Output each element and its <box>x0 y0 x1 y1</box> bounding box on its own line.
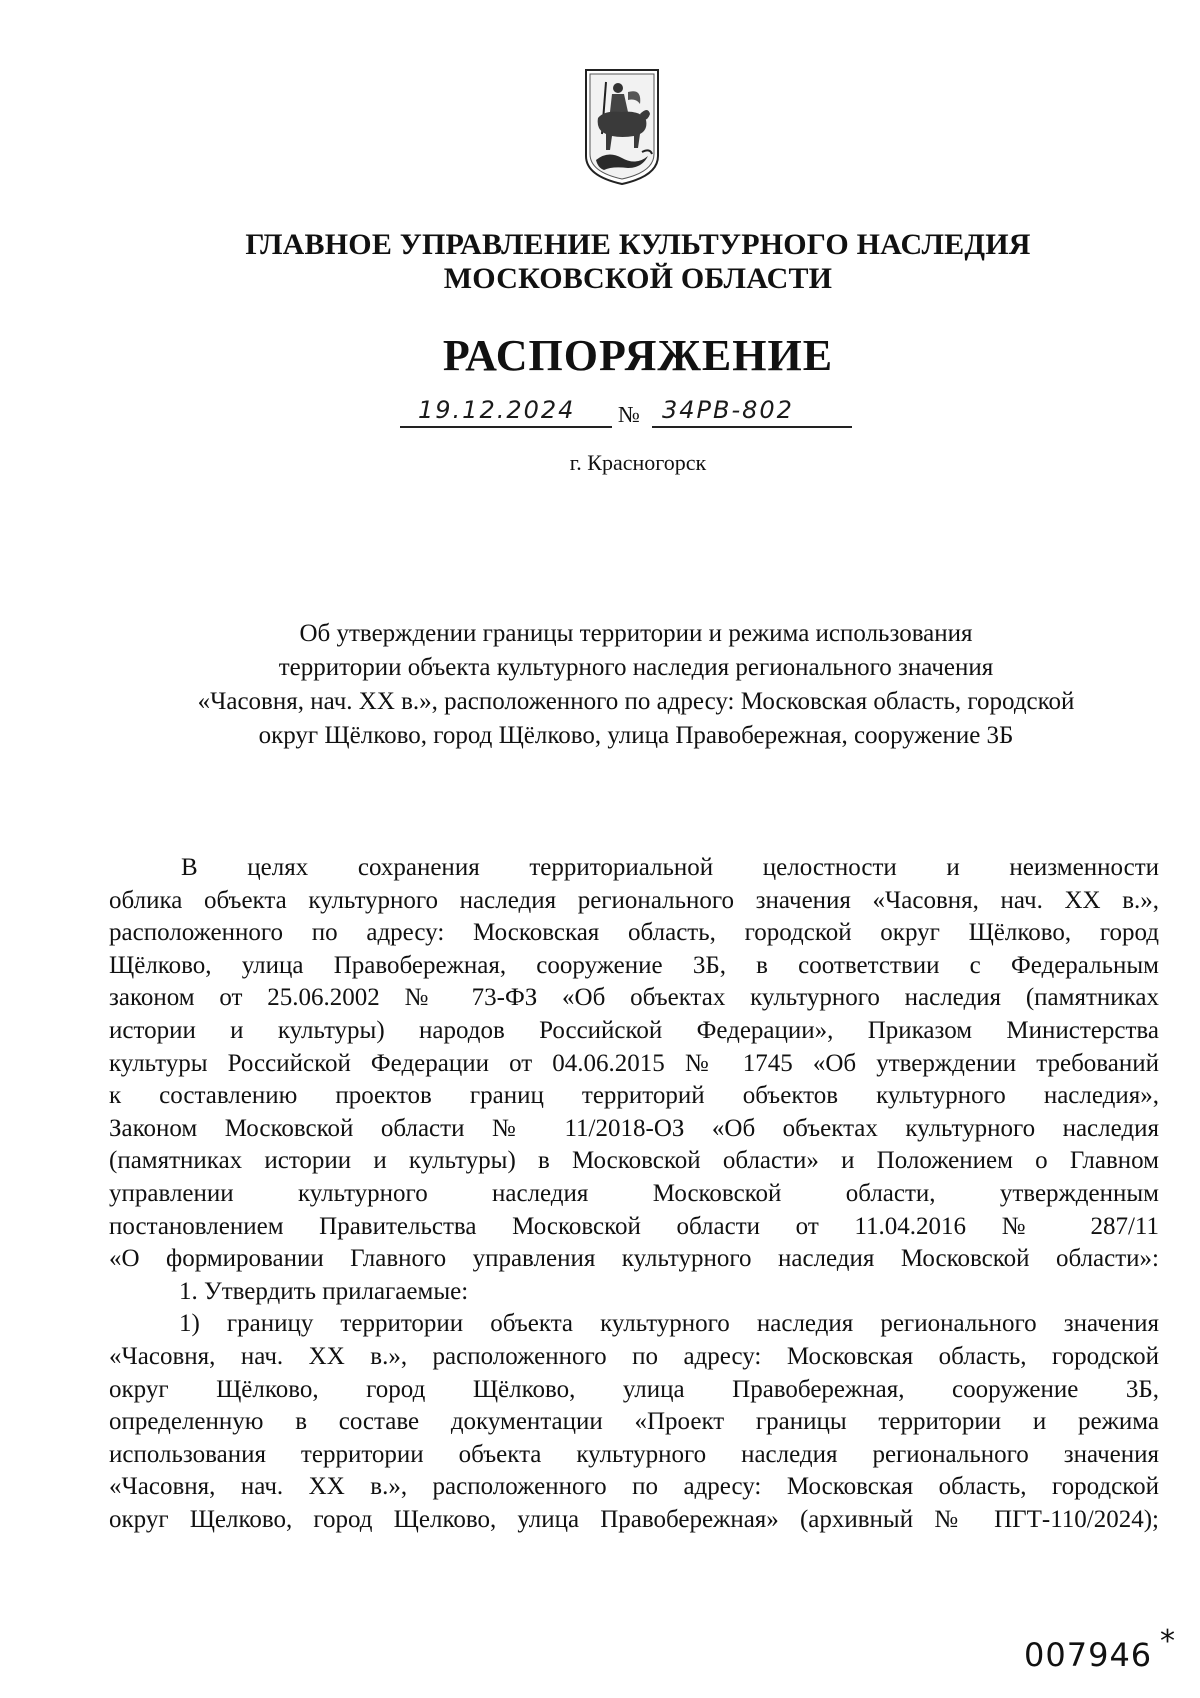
handwritten-date: 19.12.2024 <box>418 396 576 424</box>
number-underline <box>652 426 852 428</box>
serial-star-mark: * <box>1160 1624 1175 1659</box>
city-of-issue: г. Красногорск <box>569 450 707 475</box>
body-line: определенную в составе документации «Проект границы территории и режима <box>109 1408 1159 1436</box>
coat-of-arms-emblem <box>582 64 662 188</box>
body-line: 1) границу территории объекта культурного наследия регионального значения <box>179 1310 1159 1338</box>
document-type-title: РАСПОРЯЖЕНИЕ <box>442 331 834 380</box>
body-line: В целях сохранения территориальной целостности и неизменности <box>181 854 1159 881</box>
body-line: Щёлково, улица Правобережная, сооружение 3Б, в соответствии с Федеральным <box>109 951 1159 979</box>
subject-line: Об утверждении границы территории и режима использования <box>299 620 973 647</box>
body-line: Законом Московской области № 11/2018-ОЗ «Об объектах культурного наследия <box>109 1114 1159 1142</box>
body-line: «Часовня, нач. XX в.», расположенного по адресу: Московская область, городской <box>109 1473 1159 1501</box>
body-line: управлении культурного наследия Московской области, утвержденным <box>109 1179 1159 1207</box>
body-line: облика объекта культурного наследия регионального значения «Часовня, нач. XX в.», <box>109 886 1159 914</box>
organization-name-line-2: МОСКОВСКОЙ ОБЛАСТИ <box>443 262 833 295</box>
body-line: истории и культуры) народов Российской Федерации», Приказом Министерства <box>109 1016 1159 1044</box>
organization-name <box>0 228 1200 296</box>
subject-line: округ Щёлково, город Щёлково, улица Правобережная, сооружение 3Б <box>258 722 1014 749</box>
body-line: постановлением Правительства Московской области от 11.04.2016 № 287/11 <box>109 1212 1159 1240</box>
body-line: округ Щёлково, город Щёлково, улица Правобережная, сооружение 3Б, <box>109 1375 1159 1403</box>
body-line: использования территории объекта культурного наследия регионального значения <box>109 1440 1159 1468</box>
body-line: округ Щелково, город Щелково, улица Правобережная» (архивный № ПГТ-110/2024); <box>109 1505 1159 1533</box>
organization-name-line-1: ГЛАВНОЕ УПРАВЛЕНИЕ КУЛЬТУРНОГО НАСЛЕДИЯ <box>245 228 1031 261</box>
body-line: (памятниках истории и культуры) в Московской области» и Положением о Главном <box>109 1147 1159 1175</box>
handwritten-number: 34РВ-802 <box>662 396 794 424</box>
body-line: «Часовня, нач. XX в.», расположенного по адресу: Московская область, городской <box>109 1342 1159 1370</box>
number-sign: № <box>618 402 640 427</box>
body-line: расположенного по адресу: Московская область, городской округ Щёлково, город <box>109 919 1159 947</box>
document-body <box>109 852 1159 1536</box>
document-subject <box>120 617 1152 753</box>
body-line: к составлению проектов границ территорий объектов культурного наследия», <box>109 1082 1159 1110</box>
body-line: культуры Российской Федерации от 04.06.2015 № 1745 «Об утверждении требований <box>109 1049 1159 1077</box>
body-line: «О формировании Главного управления культурного наследия Московской области»: <box>109 1245 1159 1273</box>
body-line: 1. Утвердить прилагаемые: <box>179 1277 469 1305</box>
document-serial-number: 007946 <box>1024 1636 1153 1674</box>
body-line: законом от 25.06.2002 № 73-ФЗ «Об объектах культурного наследия (памятниках <box>109 984 1159 1012</box>
date-underline <box>400 426 612 428</box>
subject-line: «Часовня, нач. XX в.», расположенного по адресу: Московская область, городской <box>197 688 1075 715</box>
subject-line: территории объекта культурного наследия регионального значения <box>278 654 994 681</box>
